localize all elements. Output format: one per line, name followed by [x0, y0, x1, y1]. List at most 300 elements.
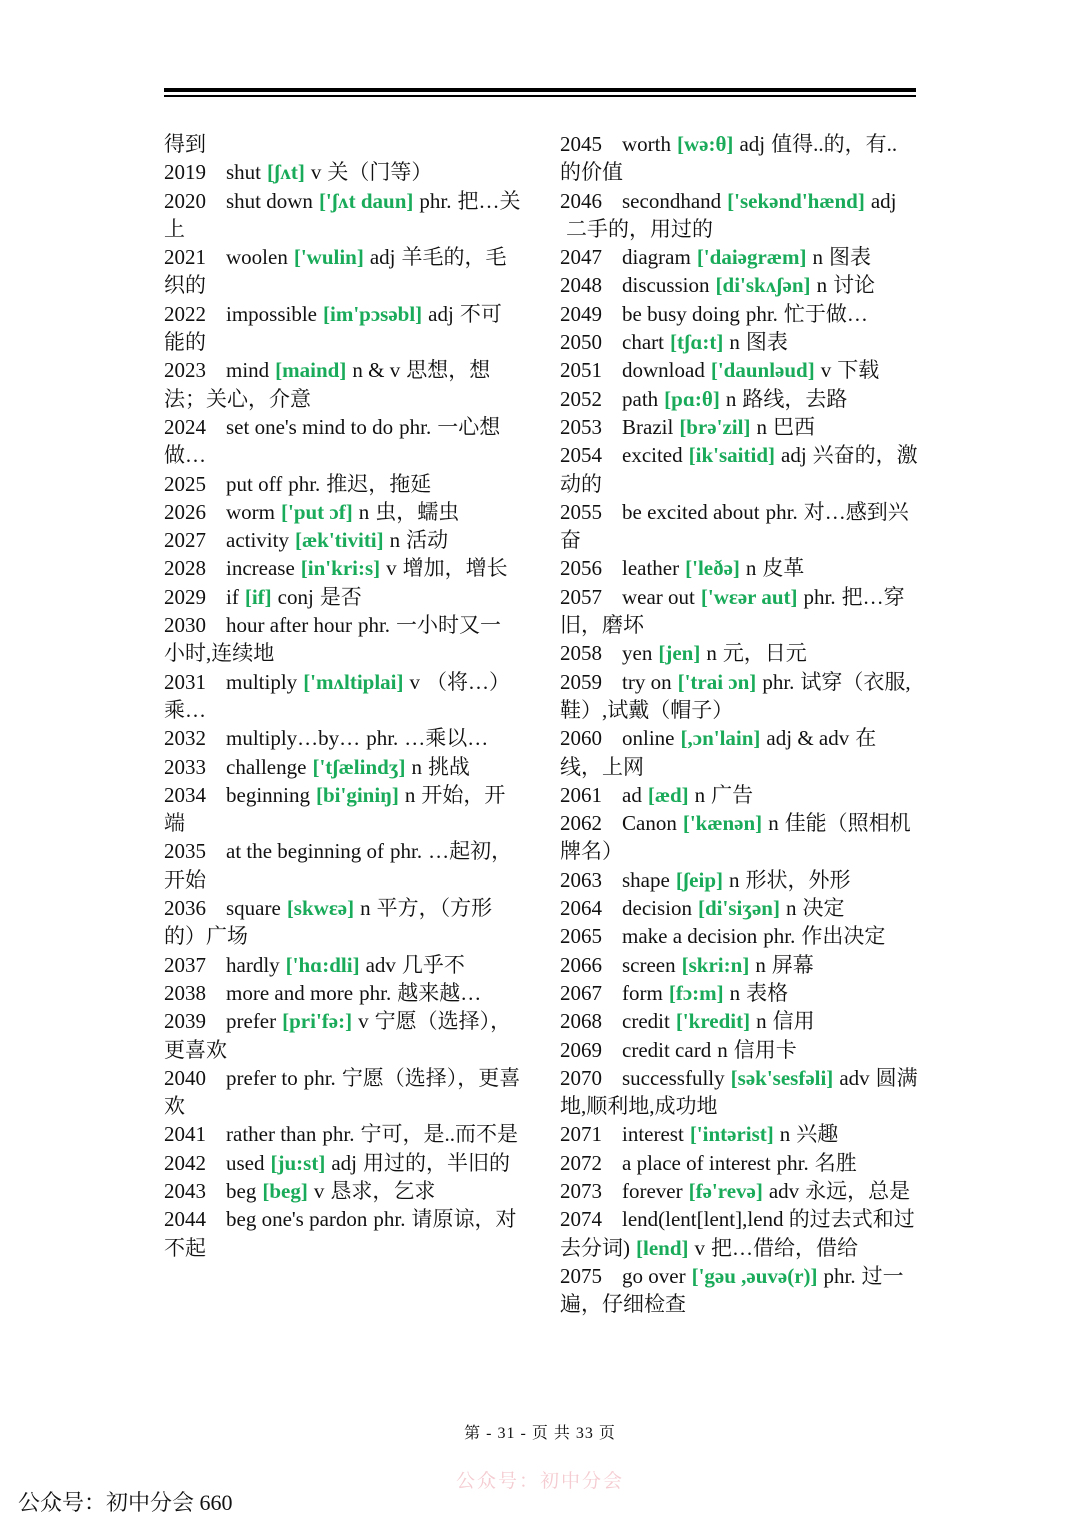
entry-part-of-speech: phr.: [776, 1150, 809, 1175]
entry-phonetic: [brə'zil]: [679, 414, 751, 439]
entry-number: 2051: [560, 358, 602, 383]
entry-word: worm: [226, 499, 275, 524]
vocab-entry: [560, 385, 918, 413]
entry-meaning: 忙于做…: [783, 301, 868, 326]
entry-number: 2064: [560, 896, 602, 921]
entry-meaning: 宁可，是..而不是: [360, 1122, 518, 1147]
entry-part-of-speech: phr.: [288, 471, 321, 496]
entry-phonetic: ['daunləud]: [710, 358, 815, 383]
vocab-entry: [560, 1177, 918, 1205]
vocab-entry: [560, 1007, 918, 1035]
entry-word: hour after hour: [226, 613, 352, 638]
entry-meaning: 路线，去路: [742, 386, 848, 411]
vocab-entry: [164, 1177, 522, 1205]
entry-word: credit card: [622, 1037, 712, 1062]
vocab-entry: [560, 1149, 918, 1177]
entry-meaning: 皮革: [762, 556, 805, 581]
vocab-entry: [560, 300, 918, 328]
vocab-entry: [164, 781, 522, 838]
entry-phonetic: [wə:θ]: [677, 132, 734, 156]
entry-number: 2066: [560, 952, 602, 977]
entry-phonetic: ['kredit]: [675, 1009, 751, 1034]
entry-phonetic: [ʃeip]: [675, 867, 723, 892]
entry-meaning: 形状，外形: [745, 867, 851, 892]
entry-part-of-speech: n: [360, 896, 371, 921]
vocab-entry: [164, 1205, 522, 1262]
entry-word: multiply: [226, 669, 298, 694]
entry-part-of-speech: n: [812, 245, 823, 270]
entry-phonetic: [ik'saitid]: [688, 443, 775, 468]
vocab-entry: [164, 724, 522, 752]
entry-meaning: …乘以…: [404, 726, 489, 751]
page-footer: 第 - 31 - 页 共 33 页: [464, 1425, 616, 1442]
entry-number: 2028: [164, 556, 206, 581]
entry-meaning: 兴奋的，激动的: [560, 443, 918, 496]
entry-phonetic: ['gəu ,əuvə(r)]: [691, 1263, 818, 1288]
entry-part-of-speech: phr.: [357, 613, 391, 638]
entry-phonetic: [skri:n]: [681, 952, 750, 977]
entry-meaning: 越来越…: [397, 980, 482, 1005]
entry-meaning: 兴趣: [796, 1122, 839, 1147]
entry-word: put off: [226, 471, 283, 496]
entry-number: 2022: [164, 301, 206, 326]
entry-meaning: 挑战: [427, 754, 470, 779]
entry-part-of-speech: n: [717, 1037, 728, 1062]
vocab-entry: [560, 781, 918, 809]
entry-meaning: 广告: [711, 782, 754, 807]
entry-word: challenge: [226, 754, 307, 779]
entry-phonetic: [beg]: [262, 1178, 308, 1203]
vocab-entry: [164, 1064, 522, 1121]
entry-word: shut: [226, 160, 262, 185]
entry-number: 2062: [560, 811, 602, 836]
vocab-entry: [164, 356, 522, 413]
entry-part-of-speech: adj: [369, 245, 396, 270]
entry-word: wear out: [622, 584, 695, 609]
entry-word: impossible: [226, 301, 318, 326]
entry-word: used: [226, 1150, 265, 1175]
entry-number: 2070: [560, 1065, 602, 1090]
entry-word: download: [622, 358, 705, 383]
entry-phonetic: ['leðə]: [685, 556, 740, 581]
entry-word: go over: [622, 1263, 686, 1288]
vocab-entry: [560, 1205, 918, 1262]
entry-phonetic: ['mʌltiplai]: [303, 669, 404, 694]
entry-phonetic: [tʃɑ:t]: [669, 330, 724, 355]
entry-number: 2075: [560, 1263, 602, 1288]
entry-part-of-speech: adj: [781, 443, 807, 468]
entry-number: 2071: [560, 1122, 602, 1147]
entry-meaning: 决定: [802, 896, 845, 921]
entry-word: lend(lent[lent],lend 的过去式和过去分词): [560, 1207, 915, 1260]
entry-phonetic: [di'skʌʃən]: [715, 273, 811, 298]
entry-part-of-speech: n: [729, 980, 741, 1005]
entry-part-of-speech: phr.: [322, 1122, 355, 1147]
entry-part-of-speech: phr.: [803, 584, 836, 609]
entry-meaning: 宁愿（选择），更喜欢: [164, 1009, 512, 1062]
entry-word: interest: [622, 1122, 684, 1147]
entry-number: 2047: [560, 245, 602, 270]
entry-word: woolen: [226, 245, 288, 270]
vocab-entry: [164, 1120, 522, 1148]
entry-part-of-speech: phr.: [419, 188, 452, 213]
vocab-entry: [560, 187, 918, 244]
entry-meaning: 试穿（衣服,鞋）,试戴（帽子）: [560, 669, 911, 722]
entry-meaning: 在线，上网: [560, 726, 877, 779]
entry-word: more and more: [226, 980, 354, 1005]
header-rule-thin: [164, 95, 916, 97]
entry-phonetic: [ju:st]: [270, 1150, 326, 1175]
entry-part-of-speech: adj: [870, 188, 897, 213]
entry-word: secondhand: [622, 188, 722, 213]
entry-number: 2052: [560, 386, 602, 411]
entry-number: 2050: [560, 330, 602, 355]
entry-number: 2041: [164, 1122, 206, 1147]
entry-word: shape: [622, 867, 670, 892]
entry-word: forever: [622, 1178, 683, 1203]
entry-number: 2054: [560, 443, 602, 468]
entry-meaning: 图表: [828, 245, 871, 270]
entry-meaning: 佳能（照相机牌名）: [560, 811, 911, 864]
vocab-entry: [560, 951, 918, 979]
entry-word: make a decision: [622, 924, 758, 949]
entry-word: beg one's pardon: [226, 1207, 368, 1232]
entry-meaning: 巴西: [772, 414, 815, 439]
vocab-entry: [164, 894, 522, 951]
vocab-entry: [164, 498, 522, 526]
entry-phonetic: ['hɑ:dli]: [285, 952, 360, 977]
entry-word: worth: [622, 132, 671, 156]
entry-meaning: 讨论: [833, 273, 876, 298]
entry-number: 2026: [164, 499, 206, 524]
entry-word: set one's mind to do: [226, 414, 394, 439]
vocab-entry: [560, 583, 918, 640]
entry-part-of-speech: v: [313, 1178, 325, 1203]
entry-word: excited: [622, 443, 683, 468]
entry-meaning: 活动: [406, 528, 449, 553]
entry-meaning: 一小时又一小时,连续地: [164, 613, 502, 666]
entry-phonetic: [ʃʌt]: [267, 160, 305, 185]
entry-phonetic: ['sekənd'hænd]: [727, 188, 865, 213]
entry-number: 2034: [164, 782, 206, 807]
entry-part-of-speech: v: [386, 556, 397, 581]
vocab-entry: [560, 1262, 918, 1319]
entry-part-of-speech: adj & adv: [766, 726, 850, 751]
entry-number: 2031: [164, 669, 206, 694]
entry-word: beginning: [226, 782, 310, 807]
entry-meaning: 圆满地,顺利地,成功地: [560, 1065, 918, 1119]
entry-number: 2059: [560, 669, 602, 694]
entry-part-of-speech: n: [785, 896, 797, 921]
entry-phonetic: ['wulin]: [293, 245, 364, 270]
entry-part-of-speech: n: [756, 1009, 767, 1034]
left-column: [164, 130, 522, 1262]
entry-part-of-speech: n: [745, 556, 757, 581]
entry-meaning: 永远，总是: [805, 1178, 911, 1203]
entry-number: 2027: [164, 528, 206, 553]
vocab-entry: [164, 753, 522, 781]
entry-word: multiply…by…: [226, 726, 361, 751]
entry-number: 2020: [164, 188, 206, 213]
entry-word: increase: [226, 556, 295, 581]
entry-meaning: 恳求，乞求: [330, 1178, 436, 1203]
entry-phonetic: [lend]: [636, 1235, 689, 1260]
entry-word: a place of interest: [622, 1150, 771, 1175]
entry-number: 2056: [560, 556, 602, 581]
vocab-entry: [560, 243, 918, 271]
entry-meaning: 把…穿旧，磨坏: [560, 584, 905, 638]
entry-meaning: 过一遍，仔细检查: [560, 1263, 904, 1317]
entry-part-of-speech: conj: [277, 584, 314, 609]
entry-phonetic: ['tʃælindʒ]: [312, 754, 406, 779]
entry-meaning: 屏幕: [771, 952, 814, 977]
entry-phonetic: ['ʃʌt daun]: [318, 188, 414, 213]
entry-word: prefer: [226, 1009, 277, 1034]
entry-meaning: 几乎不: [401, 952, 465, 977]
entry-number: 2063: [560, 867, 602, 892]
entry-number: 2058: [560, 641, 602, 666]
entry-part-of-speech: n: [816, 273, 828, 298]
entry-meaning: 值得..的，有..的价值: [560, 132, 898, 185]
entry-meaning: 开始，开端: [164, 782, 506, 836]
watermark: 公众号：初中分会: [455, 1471, 624, 1492]
entry-meaning: 把…借给，借给: [711, 1235, 858, 1260]
entry-meaning: 下载: [837, 358, 880, 383]
entry-word: leather: [622, 556, 680, 581]
entry-part-of-speech: n & v: [352, 358, 401, 383]
vocab-entry: [164, 837, 522, 894]
entry-phonetic: ['intərist]: [689, 1122, 774, 1147]
entry-word: screen: [622, 952, 676, 977]
header-rule-thick: [164, 88, 916, 92]
entry-word: prefer to: [226, 1065, 298, 1090]
entry-word: try on: [622, 669, 672, 694]
entry-word: decision: [622, 896, 692, 921]
entry-word: shut down: [226, 188, 313, 213]
entry-part-of-speech: adj: [428, 301, 454, 326]
entry-part-of-speech: adv: [768, 1178, 800, 1203]
vocab-entry: [164, 526, 522, 554]
entry-meaning: 把…关上: [164, 188, 521, 241]
entry-number: 2060: [560, 726, 602, 751]
entry-phonetic: ['trai ɔn]: [677, 669, 757, 694]
entry-number: 2025: [164, 471, 206, 496]
entry-part-of-speech: phr.: [823, 1263, 856, 1288]
entry-meaning: 平方，（方形的）广场: [164, 896, 493, 949]
entry-word: chart: [622, 330, 664, 355]
entry-number: 2035: [164, 839, 206, 864]
entry-part-of-speech: n: [725, 386, 737, 411]
wechat-label: 公众号：初中分会 660: [18, 1490, 233, 1515]
entry-phonetic: [æk'tiviti]: [294, 528, 384, 553]
entry-word: credit: [622, 1009, 670, 1034]
entry-word: successfully: [622, 1065, 725, 1090]
entry-number: 2049: [560, 301, 602, 326]
entry-phonetic: [fə'revə]: [688, 1178, 763, 1203]
entry-meaning: 用过的，半旧的: [362, 1150, 510, 1175]
vocab-entry: [560, 894, 918, 922]
vocab-entry: [560, 130, 918, 187]
entry-part-of-speech: adv: [839, 1065, 870, 1090]
entry-phonetic: [skwɛə]: [286, 896, 355, 921]
vocab-entry: [164, 158, 522, 186]
entry-word: 得到: [164, 132, 206, 156]
entry-meaning: 宁愿（选择），更喜欢: [164, 1065, 521, 1119]
vocab-entry: [164, 668, 522, 725]
entry-word: online: [622, 726, 675, 751]
vocab-entry: [560, 356, 918, 384]
entry-word: rather than: [226, 1122, 317, 1147]
entry-meaning: 表格: [746, 980, 789, 1005]
entry-meaning: 信用卡: [733, 1037, 797, 1062]
entry-meaning: 一心想做…: [164, 414, 501, 468]
entry-number: 2029: [164, 584, 206, 609]
entry-part-of-speech: adj: [739, 132, 766, 156]
entry-word: at the beginning of: [226, 839, 385, 864]
entry-part-of-speech: n: [779, 1122, 791, 1147]
entry-part-of-speech: n: [404, 782, 416, 807]
entry-meaning: …起初，开始: [164, 839, 513, 892]
vocab-entry: [560, 1120, 918, 1148]
entry-word: if: [226, 584, 239, 609]
entry-meaning: 二手的，用过的: [566, 216, 713, 241]
entry-part-of-speech: phr.: [762, 669, 795, 694]
entry-part-of-speech: n: [694, 782, 706, 807]
entry-number: 2042: [164, 1150, 206, 1175]
entry-number: 2024: [164, 414, 206, 439]
vocab-entry: [560, 498, 918, 555]
entry-number: 2072: [560, 1150, 602, 1175]
entry-number: 2045: [560, 132, 602, 156]
entry-meaning: 对…感到兴奋: [560, 499, 909, 553]
entry-part-of-speech: v: [310, 160, 322, 185]
entry-number: 2061: [560, 782, 602, 807]
entry-part-of-speech: n: [729, 330, 740, 355]
vocab-entry: [560, 866, 918, 894]
vocab-entry: [560, 724, 918, 781]
entry-word: activity: [226, 528, 289, 553]
vocab-entry: [560, 441, 918, 498]
vocab-entry: [560, 271, 918, 299]
entry-word: Canon: [622, 811, 677, 836]
entry-number: 2032: [164, 726, 206, 751]
entry-word: be busy doing: [622, 301, 740, 326]
entry-phonetic: [bi'giniŋ]: [316, 782, 399, 807]
entry-part-of-speech: adj: [331, 1150, 357, 1175]
entry-phonetic: [,ɔn'lain]: [680, 726, 761, 751]
vocab-entry: [560, 922, 918, 950]
entry-word: ad: [622, 782, 642, 807]
vocab-entry: [164, 554, 522, 582]
entry-number: 2068: [560, 1009, 602, 1034]
vocab-entry: [560, 328, 918, 356]
entry-number: 2046: [560, 188, 602, 213]
entry-word: yen: [622, 641, 653, 666]
entry-meaning: （将…）乘…: [164, 669, 511, 722]
entry-word: form: [622, 980, 663, 1005]
entry-number: 2044: [164, 1207, 206, 1232]
entry-phonetic: ['wɛər aut]: [700, 584, 798, 609]
entry-part-of-speech: n: [756, 414, 767, 439]
entry-number: 2037: [164, 952, 206, 977]
vocab-entry: [560, 809, 918, 866]
entry-meaning: 请原谅，对不起: [164, 1207, 517, 1260]
vocab-entry: [164, 470, 522, 498]
entry-number: 2067: [560, 980, 602, 1005]
vocab-entry: [560, 413, 918, 441]
entry-number: 2073: [560, 1178, 602, 1203]
vocab-entry: [164, 300, 522, 357]
entry-word: square: [226, 896, 281, 921]
entry-meaning: 虫，蠕虫: [375, 499, 460, 524]
entry-meaning: 关（门等）: [327, 160, 433, 185]
entry-phonetic: [fɔ:m]: [668, 980, 724, 1005]
entry-phonetic: [im'pɔsəbl]: [323, 301, 423, 326]
vocab-entry: [560, 639, 918, 667]
entry-meaning: 图表: [745, 330, 788, 355]
entry-number: 2019: [164, 160, 206, 185]
entry-word: discussion: [622, 273, 710, 298]
entry-phonetic: [in'kri:s]: [300, 556, 381, 581]
entry-part-of-speech: n: [768, 811, 779, 836]
vocab-entry: [164, 979, 522, 1007]
entry-part-of-speech: phr.: [399, 414, 432, 439]
entry-phonetic: [di'siʒən]: [697, 896, 780, 921]
entry-word: beg: [226, 1178, 257, 1203]
entry-part-of-speech: n: [389, 528, 401, 553]
entry-number: 2038: [164, 980, 206, 1005]
entry-word: path: [622, 386, 659, 411]
entry-meaning: 羊毛的，毛织的: [164, 245, 507, 298]
entry-part-of-speech: phr.: [765, 499, 798, 524]
entry-meaning: 推迟，拖延: [326, 471, 432, 496]
vocab-entry: [164, 130, 522, 158]
entry-part-of-speech: n: [411, 754, 422, 779]
entry-number: 2055: [560, 499, 602, 524]
entry-number: 2040: [164, 1065, 206, 1090]
entry-word: hardly: [226, 952, 280, 977]
vocab-entry: [164, 413, 522, 470]
vocab-entry: [164, 243, 522, 300]
entry-meaning: 元，日元: [722, 641, 807, 666]
entry-part-of-speech: v: [358, 1009, 369, 1034]
entry-part-of-speech: n: [706, 641, 717, 666]
entry-part-of-speech: phr.: [745, 301, 778, 326]
entry-meaning: 信用: [772, 1009, 815, 1034]
vocab-entry: [560, 554, 918, 582]
vocab-entry: [164, 951, 522, 979]
entry-number: 2069: [560, 1037, 602, 1062]
entry-number: 2053: [560, 414, 602, 439]
entry-phonetic: [jen]: [658, 641, 701, 666]
entry-meaning: 增加，增长: [402, 556, 508, 581]
vocab-entry: [164, 1149, 522, 1177]
entry-number: 2057: [560, 584, 602, 609]
entry-part-of-speech: n: [358, 499, 370, 524]
entry-phonetic: [sək'sesfəli]: [730, 1065, 834, 1090]
entry-word: mind: [226, 358, 270, 383]
entry-part-of-speech: adv: [365, 952, 396, 977]
entry-number: 2023: [164, 358, 206, 383]
entry-part-of-speech: phr.: [763, 924, 796, 949]
entry-meaning: 是否: [319, 584, 362, 609]
entry-part-of-speech: v: [820, 358, 832, 383]
entry-part-of-speech: phr.: [366, 726, 399, 751]
entry-part-of-speech: phr.: [390, 839, 423, 864]
entry-phonetic: [if]: [244, 584, 272, 609]
entry-part-of-speech: v: [409, 669, 421, 694]
vocab-entry: [560, 668, 918, 725]
